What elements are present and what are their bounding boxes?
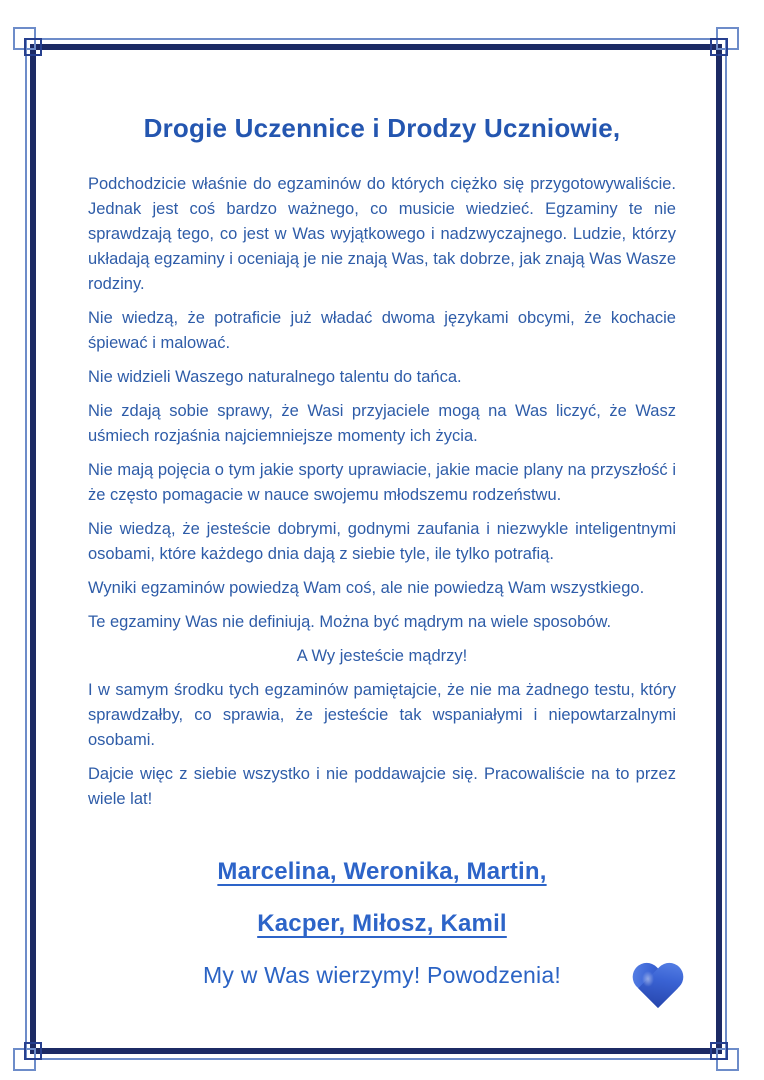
closing-wish: My w Was wierzymy! Powodzenia! xyxy=(203,962,561,988)
border-corner-ornament xyxy=(705,27,739,61)
paragraph: Nie widzieli Waszego naturalnego talentu do tańca. xyxy=(88,368,462,386)
letter-content xyxy=(88,110,676,990)
signature-block xyxy=(88,856,676,990)
paragraph-centered: A Wy jesteście mądrzy! xyxy=(296,647,468,665)
paragraph: Nie wiedzą, że jesteście dobrymi, godnymi zaufania i niezwykle inteligentnymi osobami, które każdego dnia dają z siebie tyle, ile tylko potrafią. xyxy=(88,520,676,563)
border-corner-ornament xyxy=(705,1037,739,1071)
signature-names-line-1: Marcelina, Weronika, Martin, xyxy=(217,858,547,885)
paragraph: Podchodzicie właśnie do egzaminów do których ciężko się przygotowywaliście. Jednak jest coś bardzo ważnego, co musicie wiedzieć. Egzaminy te nie sprawdzają tego, co jest w Was wyjątkowego i nadzwyczajnego. Ludzie, którzy układają egzaminy i oceniają je nie znają Was, tak dobrze, jak znają Was Wasze rodziny. xyxy=(88,175,676,293)
signature-names-line-2: Kacper, Miłosz, Kamil xyxy=(257,910,507,937)
paragraph: Nie wiedzą, że potraficie już władać dwoma językami obcymi, że kochacie śpiewać i malować. xyxy=(88,309,676,352)
letter-body xyxy=(88,172,676,812)
paragraph: Nie zdają sobie sprawy, że Wasi przyjaciele mogą na Was liczyć, że Wasz uśmiech rozjaśnia najciemniejsze momenty ich życia. xyxy=(88,402,676,445)
paragraph: Te egzaminy Was nie definiują. Można być mądrym na wiele sposobów. xyxy=(88,613,612,631)
paragraph: I w samym środku tych egzaminów pamiętajcie, że nie ma żadnego testu, który sprawdzałby, co sprawia, że jesteście tak wspaniałymi i niepowtarzalnymi osobami. xyxy=(88,681,676,749)
letter-title: Drogie Uczennice i Drodzy Uczniowie, xyxy=(143,113,621,143)
paragraph: Nie mają pojęcia o tym jakie sporty uprawiacie, jakie macie plany na przyszłość i że często pomagacie w nauce swojemu młodszemu rodzeństwu. xyxy=(88,461,676,504)
paragraph: Dajcie więc z siebie wszystko i nie poddawajcie się. Pracowaliście na to przez wiele lat! xyxy=(88,765,676,808)
blue-heart-icon xyxy=(630,962,686,1014)
paragraph: Wyniki egzaminów powiedzą Wam coś, ale nie powiedzą Wam wszystkiego. xyxy=(88,579,645,597)
border-corner-ornament xyxy=(13,27,47,61)
border-corner-ornament xyxy=(13,1037,47,1071)
